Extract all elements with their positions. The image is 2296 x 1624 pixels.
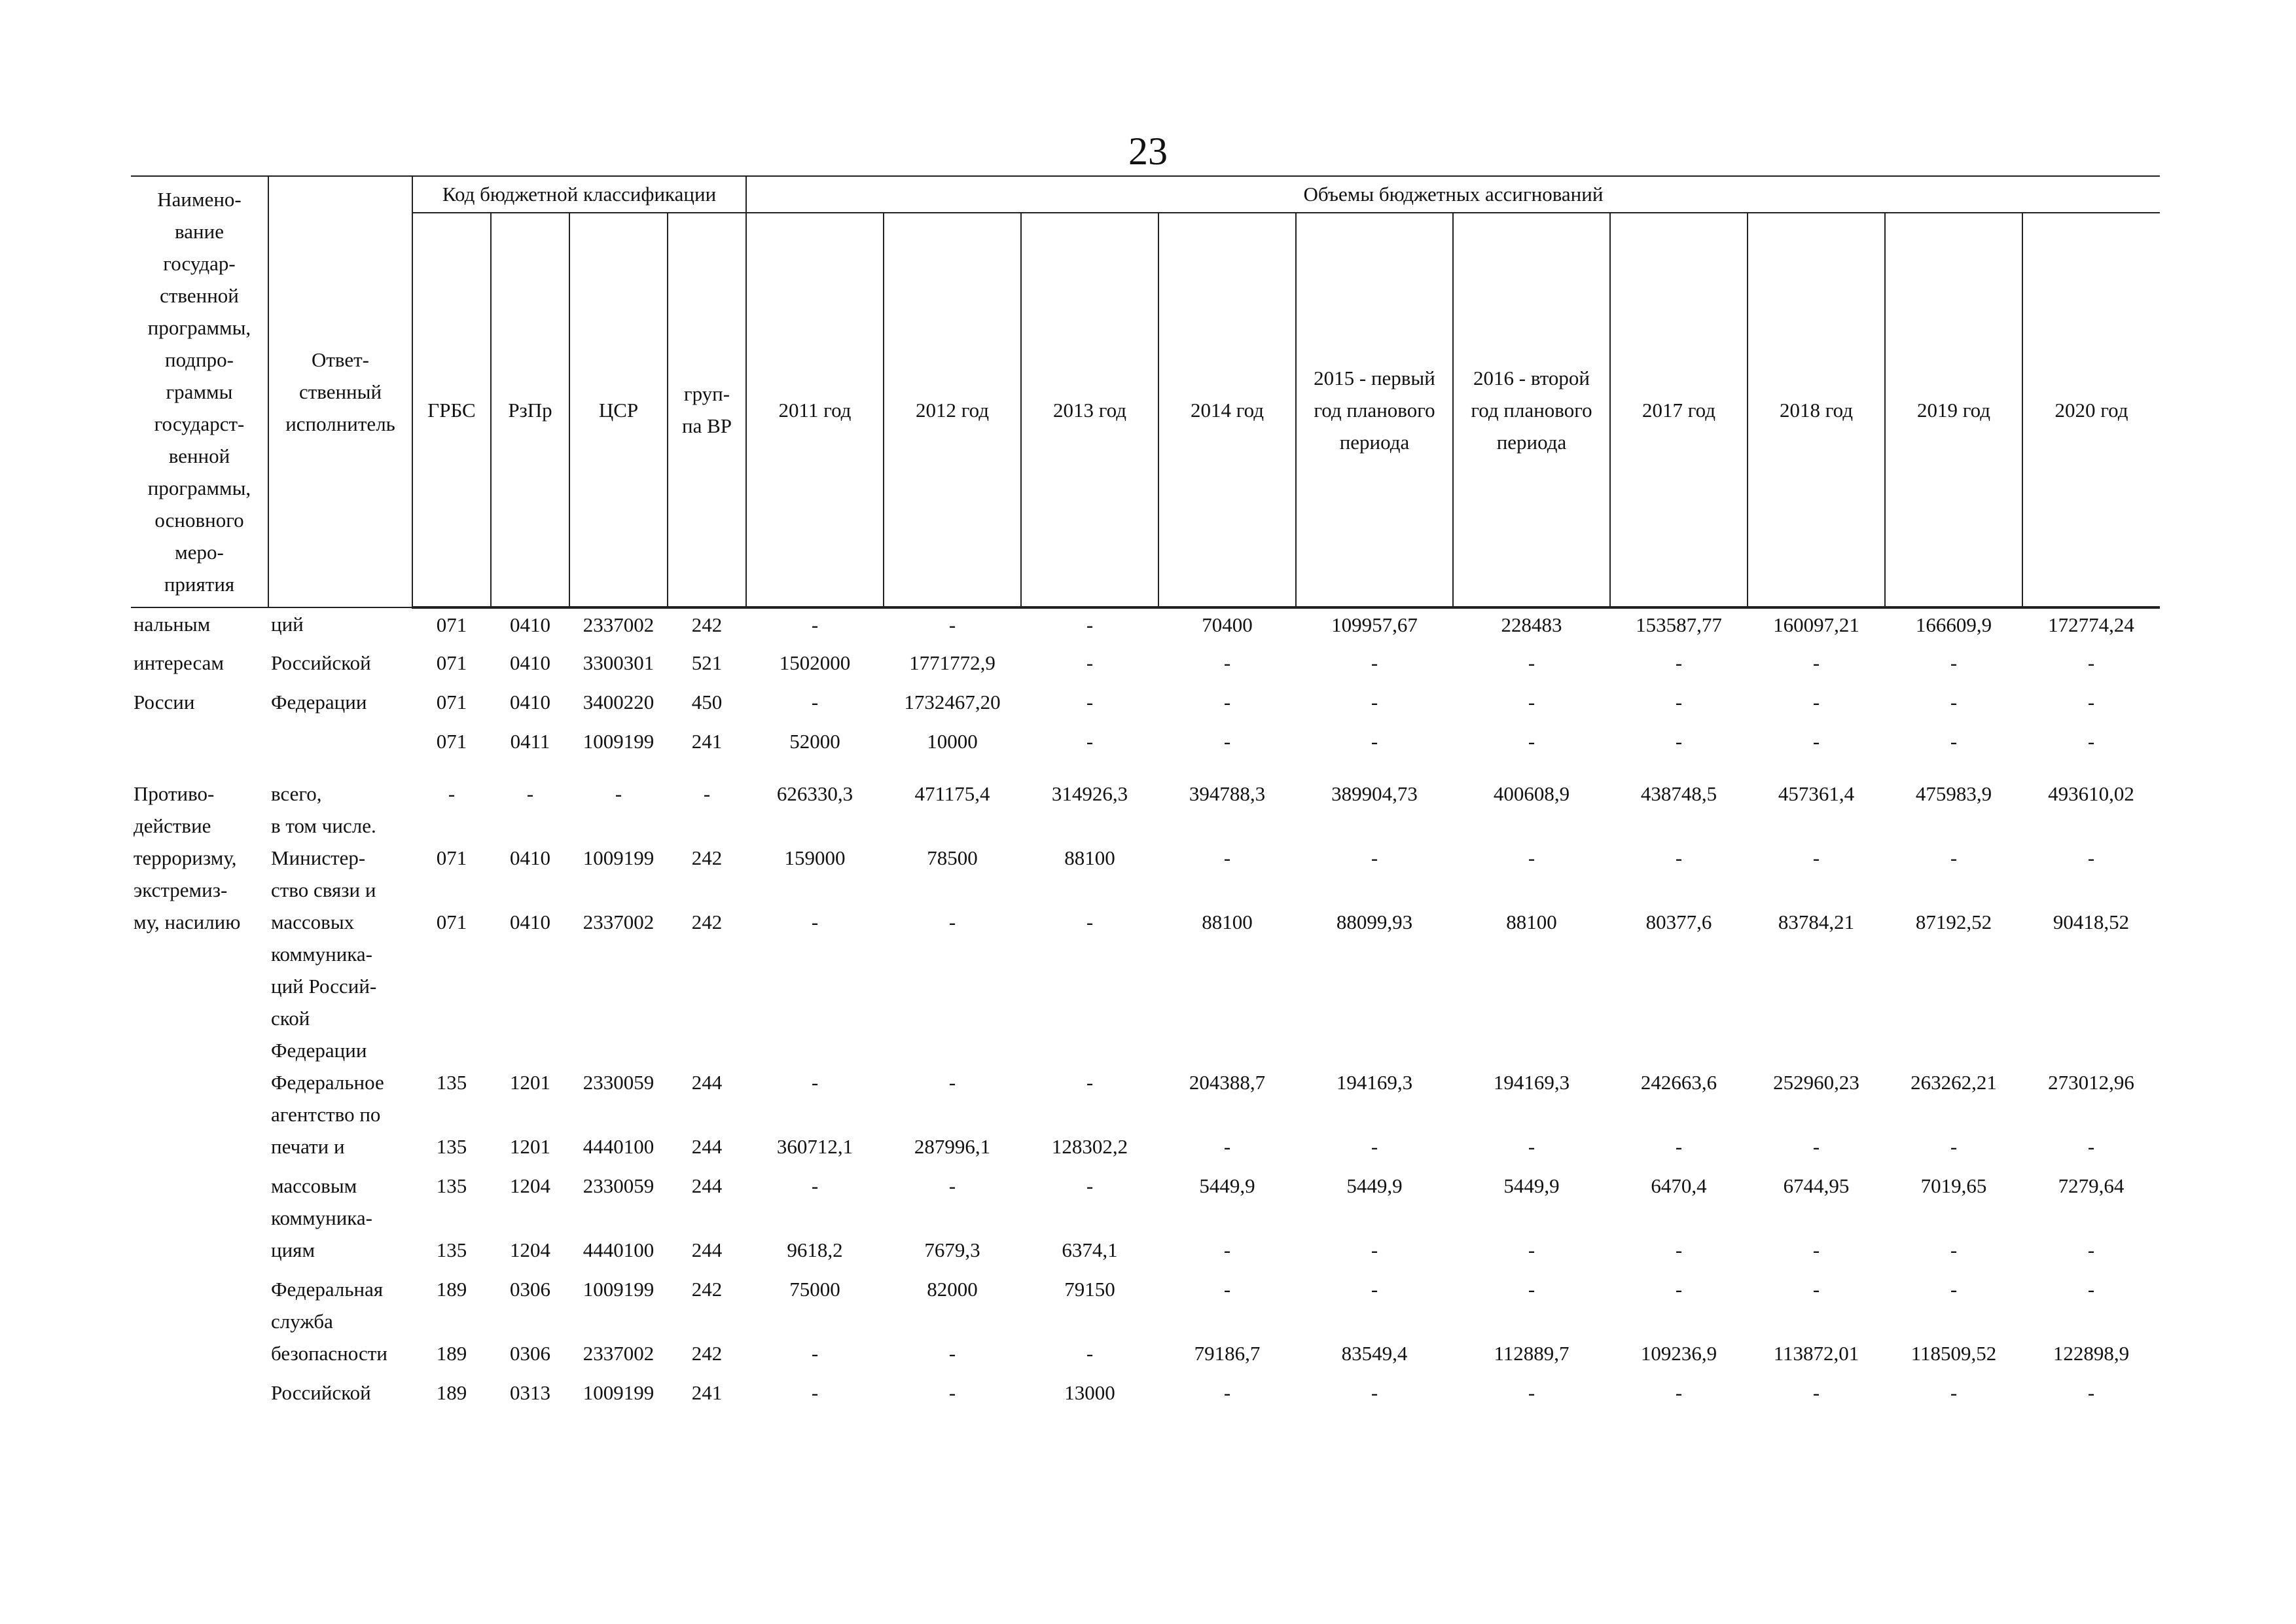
row-cell: 360712,1 (776, 1135, 853, 1158)
row-cell: - (1528, 1381, 1535, 1404)
row-program-name: му, насилию (134, 911, 241, 933)
row-cell: - (1812, 1278, 1820, 1301)
row-cell: 241 (691, 730, 723, 753)
row-cell: 263262,21 (1910, 1071, 1997, 1094)
row-cell: - (1086, 613, 1094, 636)
row-program-name: Противо- действие (134, 782, 215, 837)
row-cell: 244 (691, 1238, 723, 1261)
row-cell: 1204 (510, 1174, 550, 1197)
row-cell: 0410 (510, 911, 550, 933)
row-cell: 1204 (510, 1238, 550, 1261)
row-cell: 90418,52 (2053, 911, 2130, 933)
budget-table (131, 175, 2160, 1416)
row-cell: 1201 (510, 1135, 550, 1158)
row-cell: 0313 (510, 1381, 550, 1404)
row-cell: 135 (436, 1238, 467, 1261)
row-cell: - (1371, 846, 1378, 869)
row-cell: 450 (691, 691, 723, 713)
row-executor: массовых коммуника- ций Россий- ской Федерации (271, 911, 377, 1062)
row-cell: 1009199 (583, 730, 655, 753)
table-row (131, 1337, 2160, 1377)
row-executor: безопасности (271, 1342, 387, 1365)
row-cell: 172774,24 (2048, 613, 2134, 636)
row-executor: Российской (271, 651, 371, 674)
row-cell: 7279,64 (2058, 1174, 2125, 1197)
row-cell: 82000 (927, 1278, 978, 1301)
table-row (131, 1377, 2160, 1416)
row-cell: 273012,96 (2048, 1071, 2134, 1094)
table-row (131, 1273, 2160, 1337)
row-cell: - (1371, 1238, 1378, 1261)
row-cell: 457361,4 (1778, 782, 1855, 805)
row-cell: - (2087, 1381, 2095, 1404)
row-cell: 88100 (1202, 911, 1253, 933)
row-cell: 071 (436, 846, 467, 869)
row-cell: 493610,02 (2048, 782, 2134, 805)
header-2014: 2014 год (1158, 213, 1296, 607)
row-cell: - (1675, 1381, 1683, 1404)
row-cell: 242 (691, 846, 723, 869)
row-cell: 0410 (510, 846, 550, 869)
row-cell: 189 (436, 1381, 467, 1404)
row-executor: ций (271, 613, 304, 636)
row-cell: 0411 (510, 730, 550, 753)
header-volume-group: Объемы бюджетных ассигнований (746, 176, 2160, 213)
row-cell: - (1223, 1135, 1231, 1158)
row-cell: - (1675, 1278, 1683, 1301)
row-cell: 242 (691, 911, 723, 933)
row-cell: - (1223, 691, 1231, 713)
table-row (131, 647, 2160, 686)
row-cell: 1009199 (583, 846, 655, 869)
row-cell: - (1812, 691, 1820, 713)
row-cell: 88099,93 (1336, 911, 1413, 933)
row-cell: 0410 (510, 613, 550, 636)
row-cell: - (1371, 1381, 1378, 1404)
row-executor: Федеральное агентство по (271, 1071, 384, 1126)
row-cell: 189 (436, 1342, 467, 1365)
row-cell: 071 (436, 730, 467, 753)
row-program-name (131, 1337, 268, 1377)
row-cell: - (948, 1174, 956, 1197)
row-program-name: России (134, 691, 195, 713)
row-cell: 109957,67 (1331, 613, 1418, 636)
row-cell: - (1950, 651, 1958, 674)
row-cell: - (1371, 1135, 1378, 1158)
row-cell: 2337002 (583, 1342, 655, 1365)
row-executor: циям (271, 1238, 315, 1261)
row-cell: - (1675, 1135, 1683, 1158)
row-cell: - (811, 691, 819, 713)
row-cell: - (1528, 730, 1535, 753)
row-cell: - (1086, 1071, 1094, 1094)
row-cell: - (1086, 651, 1094, 674)
row-program-name (131, 1377, 268, 1416)
row-cell: - (948, 1071, 956, 1094)
header-2018: 2018 год (1748, 213, 1885, 607)
row-cell: - (2087, 1278, 2095, 1301)
row-cell: 7019,65 (1920, 1174, 1987, 1197)
row-cell: - (1528, 846, 1535, 869)
row-cell: 2337002 (583, 911, 655, 933)
row-cell: - (1086, 1342, 1094, 1365)
row-cell: 0306 (510, 1342, 550, 1365)
row-cell: - (811, 911, 819, 933)
row-cell: - (2087, 846, 2095, 869)
row-cell: - (1223, 1381, 1231, 1404)
row-program-name: нальным (134, 613, 211, 636)
row-cell: - (1812, 651, 1820, 674)
header-2017: 2017 год (1610, 213, 1748, 607)
row-cell: - (2087, 651, 2095, 674)
row-program-name: интересам (134, 651, 224, 674)
row-cell: 244 (691, 1174, 723, 1197)
row-cell: 475983,9 (1915, 782, 1992, 805)
table-row (131, 607, 2160, 647)
row-cell: 10000 (927, 730, 978, 753)
row-cell: 6744,95 (1783, 1174, 1850, 1197)
row-cell: 9618,2 (787, 1238, 843, 1261)
row-cell: 204388,7 (1189, 1071, 1266, 1094)
row-cell: 160097,21 (1773, 613, 1859, 636)
row-cell: 242 (691, 1342, 723, 1365)
row-cell: - (1675, 730, 1683, 753)
row-executor: всего, в том числе. (271, 782, 376, 837)
row-cell: 153587,77 (1636, 613, 1722, 636)
row-cell: 2330059 (583, 1174, 655, 1197)
row-cell: - (811, 613, 819, 636)
header-rzpr: РзПр (491, 213, 569, 607)
row-cell: 1201 (510, 1071, 550, 1094)
row-cell: - (1950, 1381, 1958, 1404)
header-2013: 2013 год (1021, 213, 1158, 607)
row-cell: - (1812, 1135, 1820, 1158)
row-cell: 109236,9 (1640, 1342, 1717, 1365)
table-header (131, 176, 2160, 607)
row-cell: - (948, 1342, 956, 1365)
row-cell: - (1086, 911, 1094, 933)
header-2012: 2012 год (884, 213, 1021, 607)
header-csr: ЦСР (569, 213, 668, 607)
row-cell: - (2087, 691, 2095, 713)
row-cell: 87192,52 (1915, 911, 1992, 933)
row-cell: - (2087, 730, 2095, 753)
row-cell: - (1812, 1238, 1820, 1261)
row-cell: 7679,3 (924, 1238, 980, 1261)
row-executor: Федерации (271, 691, 367, 713)
row-cell: 70400 (1202, 613, 1253, 636)
row-cell: - (1950, 1238, 1958, 1261)
row-cell: - (1675, 846, 1683, 869)
table-row (131, 842, 2160, 906)
row-cell: 112889,7 (1494, 1342, 1570, 1365)
table-row (131, 1130, 2160, 1170)
row-cell: - (1223, 1278, 1231, 1301)
header-2016: 2016 - второй год планового периода (1453, 213, 1610, 607)
row-cell: 228483 (1501, 613, 1562, 636)
row-program-name (131, 1273, 268, 1337)
table-row (131, 1234, 2160, 1273)
row-cell: - (1675, 691, 1683, 713)
row-cell: 244 (691, 1135, 723, 1158)
row-executor: печати и (271, 1135, 345, 1158)
row-cell: - (1950, 1278, 1958, 1301)
row-cell: 071 (436, 691, 467, 713)
row-cell: - (1950, 730, 1958, 753)
row-cell: - (1528, 691, 1535, 713)
row-cell: 75000 (789, 1278, 840, 1301)
row-cell: 287996,1 (914, 1135, 991, 1158)
row-program-name (131, 1130, 268, 1170)
row-cell: 135 (436, 1135, 467, 1158)
row-cell: - (948, 613, 956, 636)
page-number: 23 (1128, 130, 1168, 173)
row-cell: - (1675, 1238, 1683, 1261)
row-executor: Российской (271, 1381, 371, 1404)
row-cell: 071 (436, 651, 467, 674)
table-row (131, 906, 2160, 1066)
row-cell: 3300301 (583, 651, 655, 674)
row-cell: 400608,9 (1493, 782, 1570, 805)
row-cell: 135 (436, 1071, 467, 1094)
row-cell: - (1950, 846, 1958, 869)
row-cell: - (1528, 1135, 1535, 1158)
row-cell: 626330,3 (776, 782, 853, 805)
row-cell: - (1675, 651, 1683, 674)
row-cell: - (811, 1381, 819, 1404)
row-cell: - (1950, 1135, 1958, 1158)
row-cell: 242 (691, 1278, 723, 1301)
row-cell: - (811, 1342, 819, 1365)
row-cell: 88100 (1506, 911, 1557, 933)
row-cell: 80377,6 (1645, 911, 1712, 933)
row-cell: - (1223, 730, 1231, 753)
table-row (131, 686, 2160, 725)
header-grbs: ГРБС (412, 213, 491, 607)
row-cell: 242 (691, 613, 723, 636)
row-cell: - (811, 1071, 819, 1094)
row-cell: - (1812, 1381, 1820, 1404)
row-cell: - (1528, 1238, 1535, 1261)
row-cell: 241 (691, 1381, 723, 1404)
row-cell: 128302,2 (1051, 1135, 1128, 1158)
row-cell: - (1371, 691, 1378, 713)
row-cell: - (1086, 691, 1094, 713)
row-cell: 1502000 (779, 651, 851, 674)
row-cell: 4440100 (583, 1238, 655, 1261)
row-cell: 389904,73 (1331, 782, 1418, 805)
header-code-group: Код бюджетной классификации (412, 176, 746, 213)
table-body (131, 607, 2160, 1416)
row-cell: 071 (436, 911, 467, 933)
row-cell: 314926,3 (1051, 782, 1128, 805)
header-2019: 2019 год (1885, 213, 2022, 607)
row-executor: Министер- ство связи и (271, 846, 376, 901)
row-cell: 78500 (927, 846, 978, 869)
row-cell: - (615, 782, 622, 805)
header-vr: груп- па ВР (668, 213, 746, 607)
header-name: Наимено- вание государ- ственной программы, подпро- граммы государст- венной программы, основного меро- приятия (131, 176, 268, 607)
row-cell: 5449,9 (1199, 1174, 1255, 1197)
row-cell: 438748,5 (1640, 782, 1717, 805)
row-cell: - (1371, 1278, 1378, 1301)
row-cell: - (526, 782, 534, 805)
row-cell: 2330059 (583, 1071, 655, 1094)
row-executor: Федеральная служба (271, 1278, 384, 1333)
row-cell: 194169,3 (1493, 1071, 1570, 1094)
row-program-name (131, 1234, 268, 1273)
row-cell: 1732467,20 (904, 691, 1001, 713)
row-cell: 4440100 (583, 1135, 655, 1158)
row-cell: 1009199 (583, 1381, 655, 1404)
row-cell: - (448, 782, 456, 805)
row-cell: 1009199 (583, 1278, 655, 1301)
row-cell: 071 (436, 613, 467, 636)
row-cell: - (1528, 1278, 1535, 1301)
row-cell: - (948, 911, 956, 933)
row-cell: 159000 (784, 846, 846, 869)
table-row (131, 778, 2160, 842)
row-executor (268, 725, 412, 778)
row-cell: 166609,9 (1915, 613, 1992, 636)
row-cell: 6374,1 (1062, 1238, 1118, 1261)
row-program-name (131, 725, 268, 778)
row-cell: - (1223, 846, 1231, 869)
row-cell: - (1812, 730, 1820, 753)
row-cell: 118509,52 (1910, 1342, 1997, 1365)
row-cell: 1771772,9 (909, 651, 996, 674)
row-cell: 0410 (510, 691, 550, 713)
row-cell: - (1812, 846, 1820, 869)
row-cell: 13000 (1064, 1381, 1115, 1404)
row-cell: 521 (691, 651, 723, 674)
row-program-name (131, 1170, 268, 1234)
row-cell: - (2087, 1238, 2095, 1261)
row-cell: 79150 (1064, 1278, 1115, 1301)
row-cell: 52000 (789, 730, 840, 753)
header-2020: 2020 год (2022, 213, 2160, 607)
row-cell: 79186,7 (1194, 1342, 1261, 1365)
table-row (131, 1170, 2160, 1234)
row-cell: - (948, 1381, 956, 1404)
table-row (131, 725, 2160, 778)
row-executor: массовым коммуника- (271, 1174, 372, 1229)
row-cell: 0410 (510, 651, 550, 674)
header-2015: 2015 - первый год планового периода (1296, 213, 1453, 607)
row-cell: 0306 (510, 1278, 550, 1301)
row-cell: 394788,3 (1189, 782, 1266, 805)
row-cell: - (1223, 651, 1231, 674)
row-cell: 122898,9 (2053, 1342, 2130, 1365)
row-cell: 83784,21 (1778, 911, 1855, 933)
row-cell: 252960,23 (1773, 1071, 1859, 1094)
row-cell: 83549,4 (1341, 1342, 1408, 1365)
row-cell: - (1086, 730, 1094, 753)
header-executor: Ответ- ственный исполнитель (268, 176, 412, 607)
header-2011: 2011 год (746, 213, 884, 607)
row-cell: 242663,6 (1640, 1071, 1717, 1094)
row-cell: - (703, 782, 711, 805)
table-row (131, 1066, 2160, 1130)
row-cell: 88100 (1064, 846, 1115, 869)
row-cell: 471175,4 (914, 782, 990, 805)
row-cell: - (1371, 730, 1378, 753)
row-program-name: терроризму, экстремиз- (134, 846, 237, 901)
row-cell: 135 (436, 1174, 467, 1197)
row-cell: 3400220 (583, 691, 655, 713)
row-cell: 5449,9 (1503, 1174, 1560, 1197)
row-cell: 113872,01 (1773, 1342, 1859, 1365)
row-cell: 6470,4 (1651, 1174, 1707, 1197)
row-program-name (131, 1066, 268, 1130)
row-cell: 2337002 (583, 613, 655, 636)
row-cell: - (1528, 651, 1535, 674)
row-cell: 5449,9 (1346, 1174, 1403, 1197)
row-cell: - (1223, 1238, 1231, 1261)
row-cell: - (1086, 1174, 1094, 1197)
row-cell: - (811, 1174, 819, 1197)
row-cell: 244 (691, 1071, 723, 1094)
row-cell: 194169,3 (1336, 1071, 1413, 1094)
row-cell: 189 (436, 1278, 467, 1301)
row-cell: - (1950, 691, 1958, 713)
row-cell: - (2087, 1135, 2095, 1158)
row-cell: - (1371, 651, 1378, 674)
